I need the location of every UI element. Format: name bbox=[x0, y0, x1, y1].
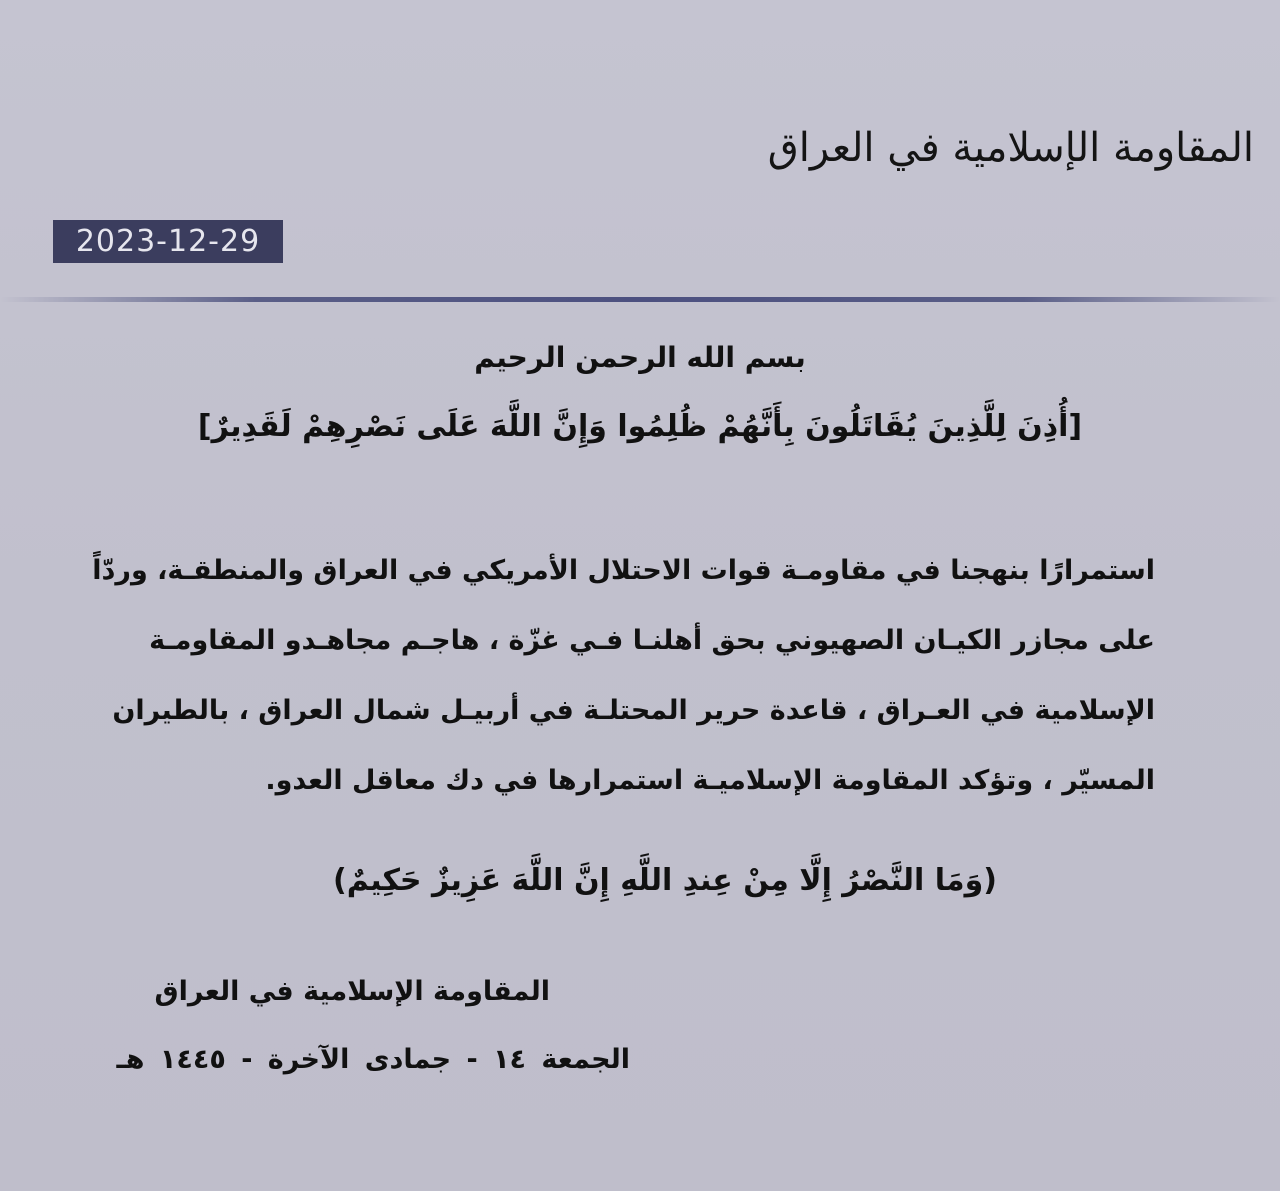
basmala: بسم الله الرحمن الرحيم bbox=[474, 341, 806, 374]
body-line: المسيّر ، وتؤكد المقاومة الإسلاميـة استمرارها في دك معاقل العدو. bbox=[265, 765, 1155, 796]
date-badge: 2023-12-29 bbox=[53, 220, 283, 263]
statement-body bbox=[92, 536, 1155, 816]
closing-verse: (وَمَا النَّصْرُ إِلَّا مِنْ عِندِ اللَّهِ إِنَّ اللَّهَ عَزِيزٌ حَكِيمٌ) bbox=[333, 863, 997, 898]
hijri-date: الجمعة ١٤ - جمادى الآخرة - ١٤٤٥ هـ bbox=[116, 1044, 630, 1075]
body-line: استمرارًا بنهجنا في مقاومـة قوات الاحتلال الأمريكي في العراق والمنطقـة، وردّاً bbox=[92, 555, 1155, 586]
organization-logo: المقاومة الإسلامية في العراق bbox=[767, 125, 1254, 171]
body-line: على مجازر الكيـان الصهيوني بحق أهلنـا فـي غزّة ، هاجـم مجاهـدو المقاومـة bbox=[149, 625, 1155, 656]
signature: المقاومة الإسلامية في العراق bbox=[154, 976, 550, 1007]
opening-verse: [أُذِنَ لِلَّذِينَ يُقَاتَلُونَ بِأَنَّهُمْ ظُلِمُوا وَإِنَّ اللَّهَ عَلَى نَصْرِهِمْ لَقَدِيرٌ] bbox=[197, 409, 1083, 444]
body-line: الإسلامية في العـراق ، قاعدة حرير المحتلـة في أربيـل شمال العراق ، بالطيران bbox=[112, 695, 1155, 726]
header-divider bbox=[0, 297, 1280, 302]
